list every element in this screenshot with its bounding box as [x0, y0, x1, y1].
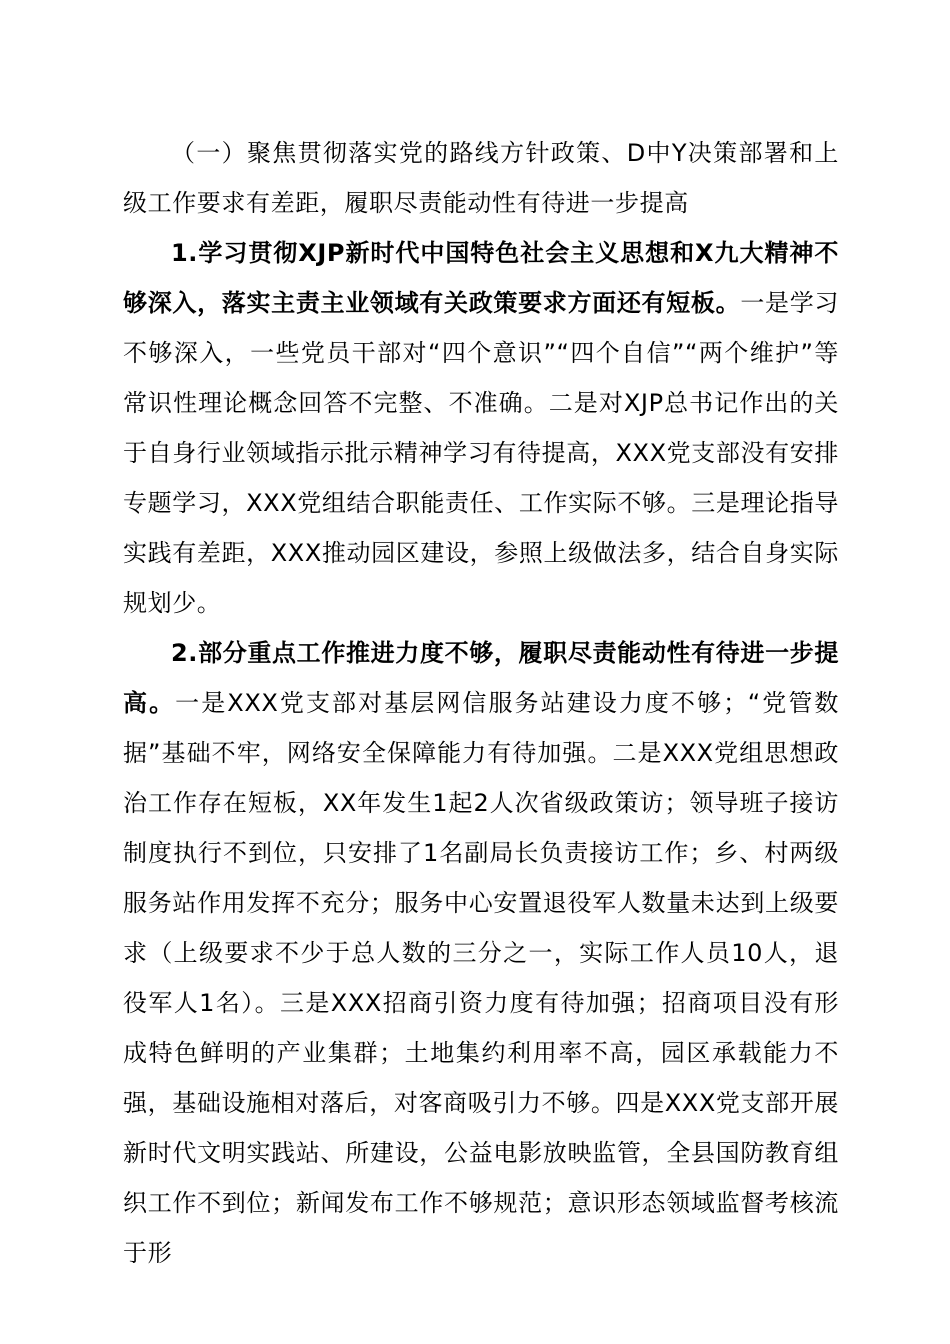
item-1-paragraph — [123, 228, 839, 628]
item-2-paragraph — [123, 628, 839, 1278]
item-2-heading: 2.部分重点工作推进力度不够，履职尽责能动性有待进一步提高。 — [123, 639, 839, 717]
section-heading: （一）聚焦贯彻落实党的路线方针政策、D中Y决策部署和上级工作要求有差距，履职尽责能动性有待进一步提高 — [123, 139, 839, 217]
document-page — [123, 128, 839, 1278]
item-1-heading: 1.学习贯彻XJP新时代中国特色社会主义思想和X九大精神不够深入，落实主责主业领域有关政策要求方面还有短板。 — [123, 239, 839, 317]
item-2-body: 一是XXX党支部对基层网信服务站建设力度不够；“党管数据”基础不牢，网络安全保障能力有待加强。二是XXX党组思想政治工作存在短板，XX年发生1起2人次省级政策访；领导班子接访制度执行不到位，只安排了1名副局长负责接访工作；乡、村两级服务站作用发挥不充分；服务中心安置退役军人数量未达到上级要求（上级要求不少于总人数的三分之一，实际工作人员10人，退役军人1名）。三是XXX招商引资力度有待加强；招商项目没有形成特色鲜明的产业集群；土地集约利用率不高，园区承载能力不强，基础设施相对落后，对客商吸引力不够。四是XXX党支部开展新时代文明实践站、所建设，公益电影放映监管，全县国防教育组织工作不到位；新闻发布工作不够规范；意识形态领域监督考核流于形 — [123, 689, 839, 1267]
item-1-body: 一是学习不够深入，一些党员干部对“四个意识”“四个自信”“两个维护”等常识性理论概念回答不完整、不准确。二是对XJP总书记作出的关于自身行业领域指示批示精神学习有待提高，XXX党支部没有安排专题学习，XXX党组结合职能责任、工作实际不够。三是理论指导实践有差距，XXX推动园区建设，参照上级做法多，结合自身实际规划少。 — [123, 289, 840, 617]
